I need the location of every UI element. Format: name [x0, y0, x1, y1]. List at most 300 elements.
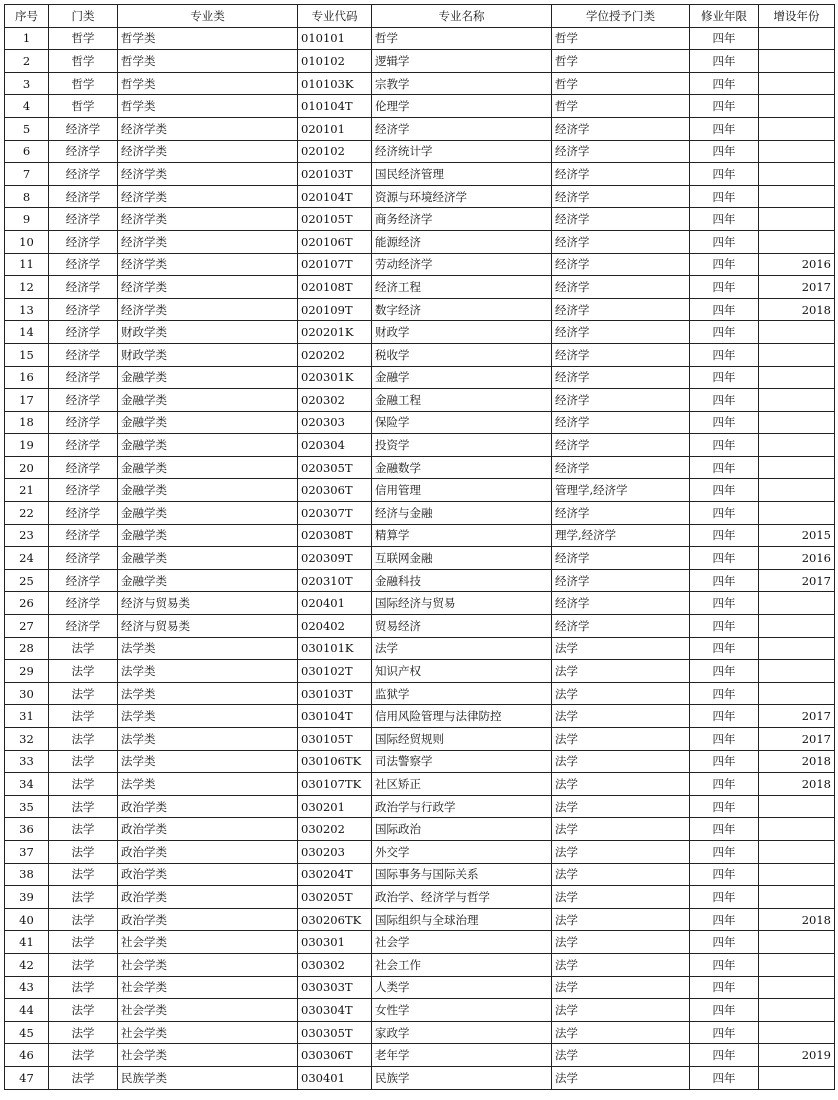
row-major-code: 030101K	[298, 637, 372, 660]
row-major-code: 030103T	[298, 682, 372, 705]
row-year-added	[759, 886, 835, 909]
row-major-name: 外交学	[372, 840, 552, 863]
row-category: 法学	[49, 1066, 118, 1089]
row-category: 经济学	[49, 524, 118, 547]
row-study-length: 四年	[690, 434, 759, 457]
table-row	[5, 728, 835, 751]
row-index: 38	[5, 863, 49, 886]
row-year-added: 2016	[759, 547, 835, 570]
table-row	[5, 592, 835, 615]
row-discipline-class: 金融学类	[118, 434, 298, 457]
row-major-name: 金融工程	[372, 389, 552, 412]
table-row	[5, 773, 835, 796]
row-discipline-class: 财政学类	[118, 343, 298, 366]
row-index: 43	[5, 976, 49, 999]
row-degree-category: 法学	[552, 637, 690, 660]
row-category: 法学	[49, 976, 118, 999]
row-discipline-class: 金融学类	[118, 524, 298, 547]
row-index: 41	[5, 931, 49, 954]
row-index: 12	[5, 276, 49, 299]
row-year-added: 2017	[759, 276, 835, 299]
row-index: 8	[5, 185, 49, 208]
row-index: 16	[5, 366, 49, 389]
table-row	[5, 524, 835, 547]
header-degree-category: 学位授予门类	[552, 5, 690, 28]
row-study-length: 四年	[690, 1044, 759, 1067]
row-year-added	[759, 434, 835, 457]
row-category: 经济学	[49, 456, 118, 479]
row-degree-category: 经济学	[552, 434, 690, 457]
table-row	[5, 456, 835, 479]
table-row	[5, 547, 835, 570]
table-row	[5, 1066, 835, 1089]
row-degree-category: 经济学	[552, 569, 690, 592]
row-category: 经济学	[49, 276, 118, 299]
row-study-length: 四年	[690, 863, 759, 886]
row-degree-category: 法学	[552, 818, 690, 841]
row-index: 11	[5, 253, 49, 276]
row-degree-category: 经济学	[552, 140, 690, 163]
row-study-length: 四年	[690, 773, 759, 796]
row-study-length: 四年	[690, 321, 759, 344]
row-study-length: 四年	[690, 840, 759, 863]
row-discipline-class: 法学类	[118, 750, 298, 773]
row-year-added	[759, 185, 835, 208]
table-row	[5, 1044, 835, 1067]
row-year-added	[759, 389, 835, 412]
row-year-added	[759, 208, 835, 231]
table-row	[5, 321, 835, 344]
table-row	[5, 276, 835, 299]
row-category: 法学	[49, 660, 118, 683]
row-degree-category: 经济学	[552, 298, 690, 321]
row-major-name: 贸易经济	[372, 615, 552, 638]
row-year-added: 2017	[759, 728, 835, 751]
row-category: 经济学	[49, 298, 118, 321]
row-degree-category: 法学	[552, 682, 690, 705]
row-study-length: 四年	[690, 660, 759, 683]
table-row	[5, 705, 835, 728]
row-major-code: 020301K	[298, 366, 372, 389]
row-major-name: 金融学	[372, 366, 552, 389]
row-study-length: 四年	[690, 479, 759, 502]
row-major-name: 社会学	[372, 931, 552, 954]
row-major-code: 020107T	[298, 253, 372, 276]
row-major-code: 030102T	[298, 660, 372, 683]
row-category: 经济学	[49, 389, 118, 412]
row-major-code: 030204T	[298, 863, 372, 886]
row-study-length: 四年	[690, 163, 759, 186]
row-major-name: 国民经济管理	[372, 163, 552, 186]
row-study-length: 四年	[690, 411, 759, 434]
table-row	[5, 185, 835, 208]
row-study-length: 四年	[690, 456, 759, 479]
row-discipline-class: 社会学类	[118, 953, 298, 976]
row-category: 法学	[49, 728, 118, 751]
header-category: 门类	[49, 5, 118, 28]
row-year-added: 2017	[759, 705, 835, 728]
table-row	[5, 479, 835, 502]
row-major-name: 宗教学	[372, 72, 552, 95]
row-major-name: 知识产权	[372, 660, 552, 683]
table-row	[5, 637, 835, 660]
row-category: 法学	[49, 795, 118, 818]
row-degree-category: 法学	[552, 705, 690, 728]
row-category: 经济学	[49, 163, 118, 186]
row-degree-category: 经济学	[552, 208, 690, 231]
row-major-name: 政治学与行政学	[372, 795, 552, 818]
row-index: 13	[5, 298, 49, 321]
row-degree-category: 经济学	[552, 547, 690, 570]
row-study-length: 四年	[690, 366, 759, 389]
row-index: 46	[5, 1044, 49, 1067]
row-category: 法学	[49, 840, 118, 863]
row-category: 经济学	[49, 185, 118, 208]
row-year-added	[759, 795, 835, 818]
row-major-name: 信用管理	[372, 479, 552, 502]
row-discipline-class: 社会学类	[118, 999, 298, 1022]
row-discipline-class: 哲学类	[118, 72, 298, 95]
row-major-code: 020101	[298, 117, 372, 140]
row-category: 法学	[49, 953, 118, 976]
row-degree-category: 法学	[552, 773, 690, 796]
row-year-added	[759, 682, 835, 705]
row-major-code: 030401	[298, 1066, 372, 1089]
row-category: 经济学	[49, 569, 118, 592]
row-major-name: 金融数学	[372, 456, 552, 479]
row-category: 哲学	[49, 95, 118, 118]
row-major-name: 互联网金融	[372, 547, 552, 570]
row-major-code: 010103K	[298, 72, 372, 95]
table-row	[5, 366, 835, 389]
row-major-name: 国际经济与贸易	[372, 592, 552, 615]
row-category: 法学	[49, 637, 118, 660]
row-major-name: 经济与金融	[372, 502, 552, 525]
row-discipline-class: 法学类	[118, 682, 298, 705]
row-study-length: 四年	[690, 818, 759, 841]
row-discipline-class: 经济学类	[118, 253, 298, 276]
row-degree-category: 法学	[552, 931, 690, 954]
row-study-length: 四年	[690, 50, 759, 73]
row-study-length: 四年	[690, 230, 759, 253]
row-degree-category: 法学	[552, 1044, 690, 1067]
row-degree-category: 哲学	[552, 72, 690, 95]
row-year-added: 2015	[759, 524, 835, 547]
row-major-code: 030201	[298, 795, 372, 818]
row-study-length: 四年	[690, 185, 759, 208]
row-degree-category: 哲学	[552, 50, 690, 73]
table-row	[5, 795, 835, 818]
row-degree-category: 经济学	[552, 276, 690, 299]
row-study-length: 四年	[690, 1066, 759, 1089]
row-category: 经济学	[49, 434, 118, 457]
row-study-length: 四年	[690, 95, 759, 118]
row-study-length: 四年	[690, 27, 759, 50]
row-major-name: 数字经济	[372, 298, 552, 321]
row-index: 34	[5, 773, 49, 796]
row-index: 1	[5, 27, 49, 50]
row-category: 法学	[49, 1021, 118, 1044]
row-discipline-class: 金融学类	[118, 502, 298, 525]
row-year-added	[759, 321, 835, 344]
row-major-name: 信用风险管理与法律防控	[372, 705, 552, 728]
row-degree-category: 哲学	[552, 27, 690, 50]
row-index: 21	[5, 479, 49, 502]
row-index: 6	[5, 140, 49, 163]
row-discipline-class: 政治学类	[118, 863, 298, 886]
row-discipline-class: 经济学类	[118, 163, 298, 186]
row-index: 42	[5, 953, 49, 976]
row-discipline-class: 金融学类	[118, 411, 298, 434]
row-category: 经济学	[49, 117, 118, 140]
row-year-added: 2018	[759, 773, 835, 796]
row-study-length: 四年	[690, 795, 759, 818]
row-index: 37	[5, 840, 49, 863]
row-major-code: 030301	[298, 931, 372, 954]
row-year-added	[759, 479, 835, 502]
row-study-length: 四年	[690, 547, 759, 570]
row-major-code: 020303	[298, 411, 372, 434]
row-major-code: 020307T	[298, 502, 372, 525]
row-major-code: 020104T	[298, 185, 372, 208]
row-discipline-class: 政治学类	[118, 818, 298, 841]
row-major-code: 020102	[298, 140, 372, 163]
row-major-code: 030302	[298, 953, 372, 976]
row-discipline-class: 金融学类	[118, 366, 298, 389]
row-year-added	[759, 999, 835, 1022]
table-row	[5, 1021, 835, 1044]
row-discipline-class: 金融学类	[118, 456, 298, 479]
row-year-added	[759, 818, 835, 841]
row-category: 法学	[49, 1044, 118, 1067]
row-degree-category: 经济学	[552, 389, 690, 412]
row-discipline-class: 金融学类	[118, 389, 298, 412]
row-category: 经济学	[49, 592, 118, 615]
row-degree-category: 法学	[552, 908, 690, 931]
table-row	[5, 750, 835, 773]
row-degree-category: 经济学	[552, 343, 690, 366]
row-year-added	[759, 1021, 835, 1044]
row-degree-category: 法学	[552, 886, 690, 909]
row-major-name: 劳动经济学	[372, 253, 552, 276]
row-study-length: 四年	[690, 72, 759, 95]
row-major-name: 能源经济	[372, 230, 552, 253]
row-major-code: 030206TK	[298, 908, 372, 931]
row-major-code: 020201K	[298, 321, 372, 344]
row-category: 经济学	[49, 615, 118, 638]
row-major-name: 社会工作	[372, 953, 552, 976]
row-index: 47	[5, 1066, 49, 1089]
row-year-added	[759, 953, 835, 976]
row-degree-category: 法学	[552, 728, 690, 751]
row-category: 经济学	[49, 547, 118, 570]
row-major-code: 030107TK	[298, 773, 372, 796]
row-degree-category: 经济学	[552, 456, 690, 479]
row-category: 法学	[49, 886, 118, 909]
row-degree-category: 经济学	[552, 321, 690, 344]
row-major-name: 老年学	[372, 1044, 552, 1067]
row-degree-category: 经济学	[552, 163, 690, 186]
row-category: 经济学	[49, 321, 118, 344]
header-major-name: 专业名称	[372, 5, 552, 28]
row-index: 24	[5, 547, 49, 570]
row-discipline-class: 社会学类	[118, 1021, 298, 1044]
row-study-length: 四年	[690, 140, 759, 163]
table-row	[5, 27, 835, 50]
row-category: 经济学	[49, 140, 118, 163]
table-row	[5, 999, 835, 1022]
row-index: 14	[5, 321, 49, 344]
row-major-code: 020109T	[298, 298, 372, 321]
row-major-code: 030306T	[298, 1044, 372, 1067]
table-row	[5, 95, 835, 118]
row-discipline-class: 金融学类	[118, 547, 298, 570]
row-major-code: 020304	[298, 434, 372, 457]
row-major-name: 伦理学	[372, 95, 552, 118]
row-index: 33	[5, 750, 49, 773]
row-discipline-class: 法学类	[118, 728, 298, 751]
row-degree-category: 经济学	[552, 366, 690, 389]
row-index: 17	[5, 389, 49, 412]
row-year-added	[759, 411, 835, 434]
row-discipline-class: 经济学类	[118, 276, 298, 299]
row-discipline-class: 经济学类	[118, 117, 298, 140]
row-year-added	[759, 456, 835, 479]
row-discipline-class: 经济与贸易类	[118, 592, 298, 615]
table-row	[5, 682, 835, 705]
row-degree-category: 法学	[552, 660, 690, 683]
table-row	[5, 840, 835, 863]
row-year-added	[759, 163, 835, 186]
row-category: 经济学	[49, 208, 118, 231]
row-study-length: 四年	[690, 931, 759, 954]
row-degree-category: 管理学,经济学	[552, 479, 690, 502]
row-year-added	[759, 976, 835, 999]
row-study-length: 四年	[690, 999, 759, 1022]
table-row	[5, 660, 835, 683]
row-study-length: 四年	[690, 705, 759, 728]
table-row	[5, 908, 835, 931]
row-discipline-class: 法学类	[118, 705, 298, 728]
row-degree-category: 法学	[552, 999, 690, 1022]
row-index: 5	[5, 117, 49, 140]
row-discipline-class: 社会学类	[118, 931, 298, 954]
row-major-name: 法学	[372, 637, 552, 660]
row-year-added	[759, 592, 835, 615]
row-index: 26	[5, 592, 49, 615]
header-row	[5, 5, 835, 28]
row-major-name: 金融科技	[372, 569, 552, 592]
row-index: 7	[5, 163, 49, 186]
row-index: 9	[5, 208, 49, 231]
row-discipline-class: 政治学类	[118, 886, 298, 909]
row-discipline-class: 经济学类	[118, 185, 298, 208]
row-major-code: 010101	[298, 27, 372, 50]
row-degree-category: 经济学	[552, 502, 690, 525]
row-index: 3	[5, 72, 49, 95]
table-row	[5, 208, 835, 231]
row-discipline-class: 社会学类	[118, 976, 298, 999]
row-major-code: 030105T	[298, 728, 372, 751]
row-category: 法学	[49, 863, 118, 886]
table-row	[5, 434, 835, 457]
table-row	[5, 163, 835, 186]
row-major-name: 政治学、经济学与哲学	[372, 886, 552, 909]
row-major-name: 税收学	[372, 343, 552, 366]
row-discipline-class: 经济学类	[118, 140, 298, 163]
row-major-name: 监狱学	[372, 682, 552, 705]
row-degree-category: 法学	[552, 1021, 690, 1044]
row-year-added	[759, 840, 835, 863]
row-category: 经济学	[49, 230, 118, 253]
row-major-code: 020306T	[298, 479, 372, 502]
row-study-length: 四年	[690, 502, 759, 525]
row-category: 法学	[49, 818, 118, 841]
row-index: 28	[5, 637, 49, 660]
row-year-added: 2018	[759, 298, 835, 321]
table-row	[5, 569, 835, 592]
row-major-code: 030205T	[298, 886, 372, 909]
row-discipline-class: 法学类	[118, 637, 298, 660]
row-major-code: 010102	[298, 50, 372, 73]
row-major-name: 保险学	[372, 411, 552, 434]
row-index: 36	[5, 818, 49, 841]
row-category: 法学	[49, 908, 118, 931]
row-major-name: 人类学	[372, 976, 552, 999]
row-study-length: 四年	[690, 253, 759, 276]
row-year-added: 2016	[759, 253, 835, 276]
row-discipline-class: 经济与贸易类	[118, 615, 298, 638]
row-major-code: 030303T	[298, 976, 372, 999]
row-study-length: 四年	[690, 750, 759, 773]
row-year-added	[759, 230, 835, 253]
row-discipline-class: 社会学类	[118, 1044, 298, 1067]
row-study-length: 四年	[690, 886, 759, 909]
row-degree-category: 经济学	[552, 185, 690, 208]
row-major-name: 家政学	[372, 1021, 552, 1044]
header-discipline-class: 专业类	[118, 5, 298, 28]
row-index: 19	[5, 434, 49, 457]
row-major-code: 020106T	[298, 230, 372, 253]
row-study-length: 四年	[690, 117, 759, 140]
row-major-name: 资源与环境经济学	[372, 185, 552, 208]
row-category: 经济学	[49, 502, 118, 525]
row-major-code: 020105T	[298, 208, 372, 231]
row-study-length: 四年	[690, 682, 759, 705]
row-study-length: 四年	[690, 953, 759, 976]
row-study-length: 四年	[690, 276, 759, 299]
row-major-name: 哲学	[372, 27, 552, 50]
row-study-length: 四年	[690, 976, 759, 999]
row-year-added: 2017	[759, 569, 835, 592]
row-degree-category: 法学	[552, 953, 690, 976]
row-year-added	[759, 50, 835, 73]
row-discipline-class: 民族学类	[118, 1066, 298, 1089]
table-row	[5, 253, 835, 276]
row-index: 35	[5, 795, 49, 818]
row-index: 2	[5, 50, 49, 73]
row-major-code: 020305T	[298, 456, 372, 479]
majors-table	[4, 4, 835, 1090]
row-major-code: 020310T	[298, 569, 372, 592]
row-index: 45	[5, 1021, 49, 1044]
row-index: 29	[5, 660, 49, 683]
row-major-name: 社区矫正	[372, 773, 552, 796]
row-discipline-class: 政治学类	[118, 795, 298, 818]
row-major-name: 民族学	[372, 1066, 552, 1089]
table-row	[5, 502, 835, 525]
row-study-length: 四年	[690, 615, 759, 638]
